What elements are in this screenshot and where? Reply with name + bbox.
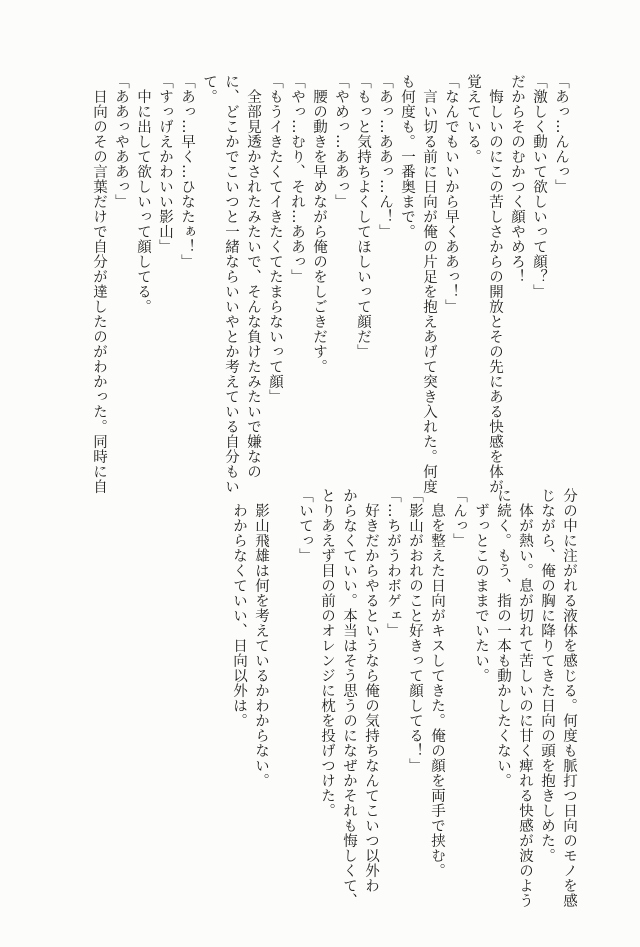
text-line: 「やめっ…ああっ」 bbox=[333, 74, 349, 209]
text-line: 「んっ」 bbox=[451, 488, 467, 548]
text-line: て。 bbox=[201, 74, 217, 104]
text-line: 腰の動きを早めながら俺のをしごきだす。 bbox=[311, 88, 327, 374]
text-line: 「影山がおれのこと好きって顔してる！」 bbox=[407, 488, 423, 773]
text-line: 分の中に注がれる液体を感じる。何度も脈打つ日向のモノを感 bbox=[561, 488, 577, 908]
text-line: 「いてっ」 bbox=[297, 488, 313, 563]
top-text-column bbox=[88, 74, 572, 494]
text-line: 覚えている。 bbox=[465, 74, 481, 164]
text-line bbox=[272, 488, 294, 908]
text-line: 「あっ…ああっ…ん！」 bbox=[377, 74, 393, 239]
text-line: 言い切る前に日向が俺の片足を抱えあげて突き入れた。何度 bbox=[421, 88, 437, 494]
text-line: とりあえず目の前のオレンジに枕を投げつけた。 bbox=[319, 488, 335, 818]
text-line: だからそのむかつく顔やめろ！ bbox=[509, 74, 525, 284]
text-line: 全部見透かされたみたいで、そんな負けたみたいで嫌なの bbox=[245, 88, 261, 479]
text-line: も何度も。一番奥まで。 bbox=[399, 74, 415, 239]
bottom-text-column bbox=[228, 488, 580, 908]
text-line: じながら、俺の胸に降りてきた日向の頭を抱きしめた。 bbox=[539, 488, 555, 863]
text-line: 「なんでもいいから早くああっ！」 bbox=[443, 74, 459, 314]
text-line: 体が熱い。息が切れて苦しいのに甘く痺れる快感が波のよう bbox=[517, 502, 533, 908]
text-line: 「もっと気持ちよくしてほしいって顔だ」 bbox=[355, 74, 371, 359]
text-line: 「あっ…早く…ひなたぁ！」 bbox=[179, 74, 195, 269]
text-line: 「やっ…むり、それ…ああっ」 bbox=[289, 74, 305, 284]
text-line: 中に出して欲しいって顔してる。 bbox=[135, 88, 151, 314]
text-line: わからなくていい、日向以外は。 bbox=[231, 502, 247, 728]
text-line: 息を整えた日向がキスしてきた。俺の顔を両手で挟む。 bbox=[429, 502, 445, 878]
text-line: からなくていい。本当はそう思うのになぜかそれも悔しくて、 bbox=[341, 488, 357, 908]
text-line: 「あっ…んんっ」 bbox=[553, 74, 569, 194]
text-line: 影山飛雄は何を考えているかわからない。 bbox=[253, 502, 269, 788]
text-line: 「ああっやああっ」 bbox=[113, 74, 129, 209]
text-line: 「…ちがうわボゲェ」 bbox=[385, 488, 401, 638]
text-line: 悔しいのにこの苦しさからの開放とその先にある快感を体が bbox=[487, 88, 503, 494]
text-line: 「すっげえかわいい影山」 bbox=[157, 74, 173, 254]
text-line: ずっとこのままでいたい。 bbox=[473, 502, 489, 683]
text-line: 好きだからやるというなら俺の気持ちなんてこいつ以外わ bbox=[363, 502, 379, 893]
text-line: 「激しく動いて欲しいって顔？」 bbox=[531, 74, 547, 299]
text-line: に続く。もう、指の一本も動かしたくない。 bbox=[495, 488, 511, 788]
text-line: 日向のその言葉だけで自分が達したのがわかった。同時に自 bbox=[91, 88, 107, 494]
text-line: 「もうイきたくてイきたくてたまらないって顔」 bbox=[267, 74, 283, 404]
text-line: に、どこかでこいつと一緒ならいいやとか考えている自分もい bbox=[223, 74, 239, 494]
